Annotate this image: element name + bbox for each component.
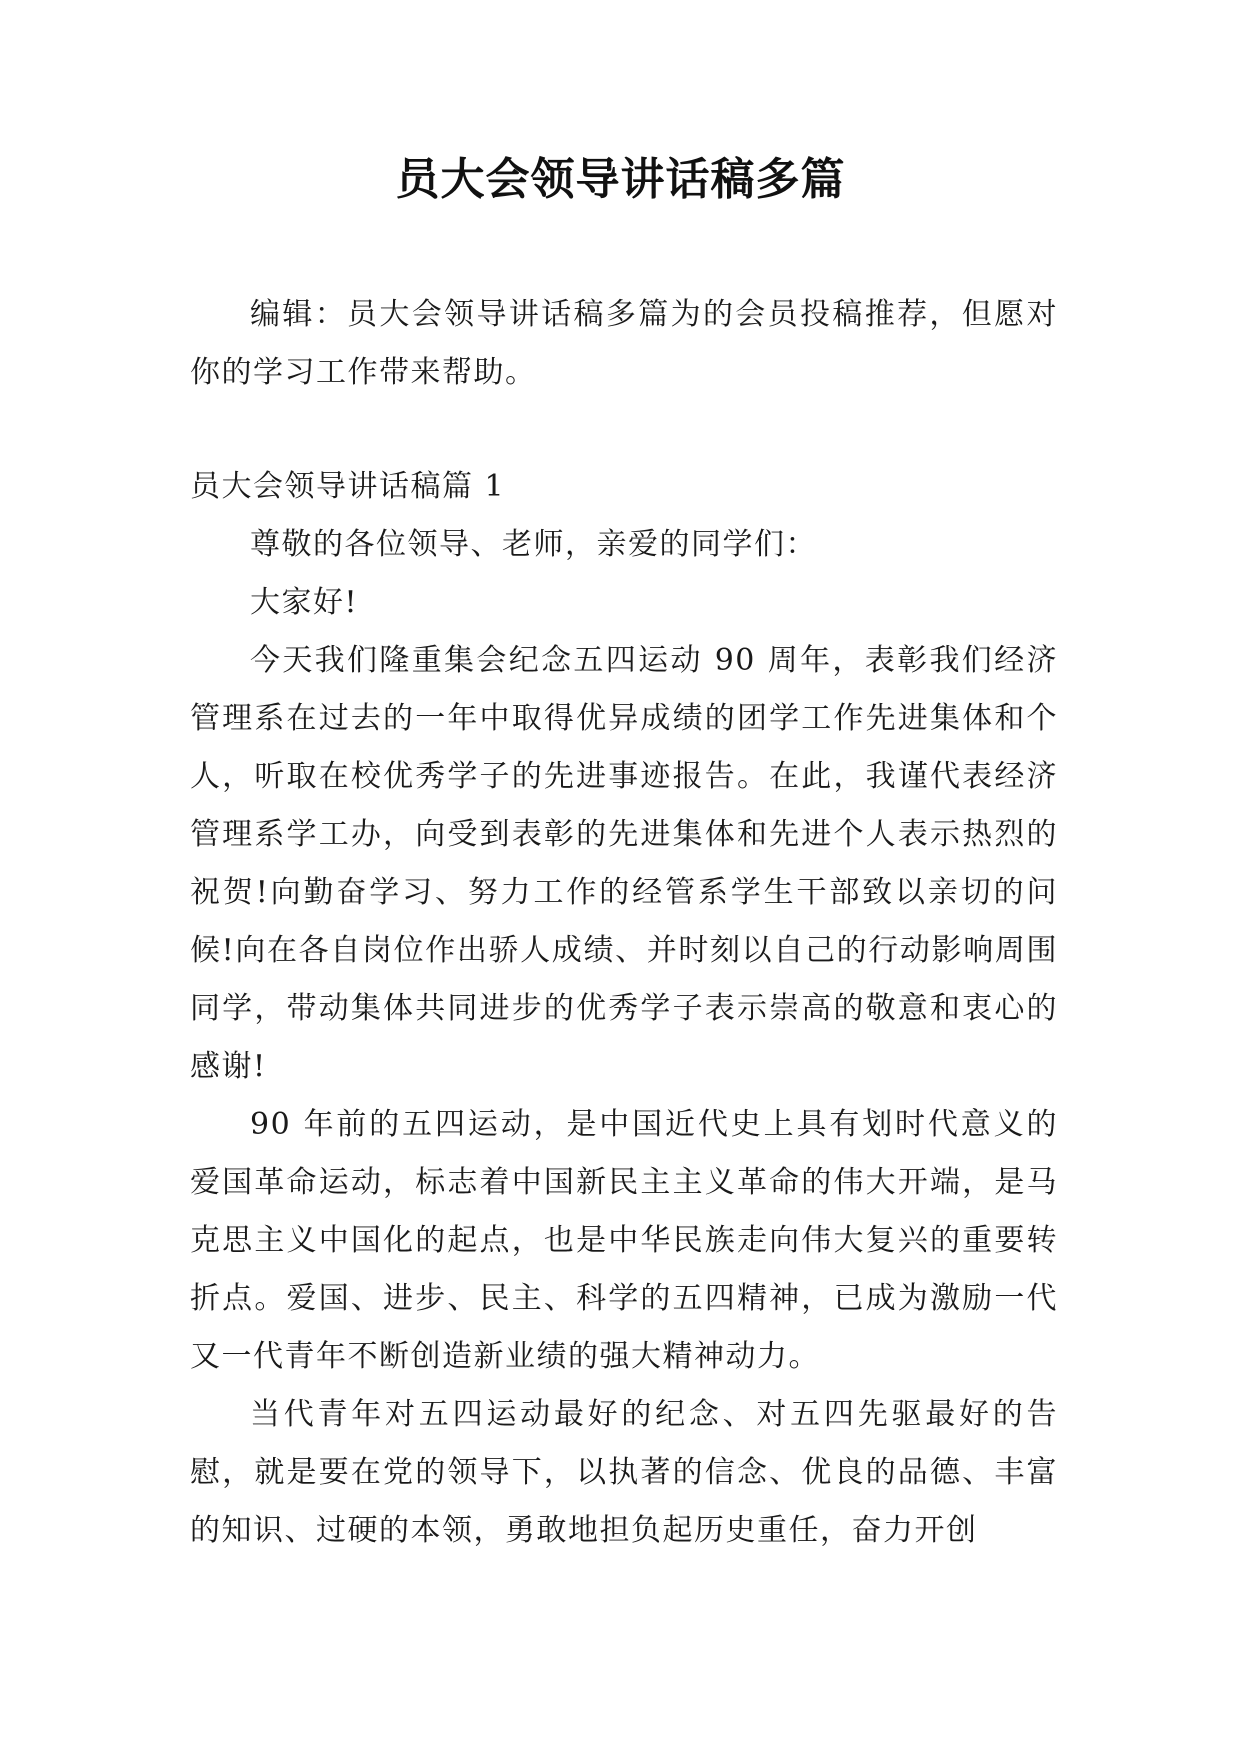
paragraph-body-2: 90 年前的五四运动，是中国近代史上具有划时代意义的爱国革命运动，标志着中国新民主主义革命的伟大开端，是马克思主义中国化的起点，也是中华民族走向伟大复兴的重要转折点。爱国、进步、民主、科学的五四精神，已成为激励一代又一代青年不断创造新业绩的强大精神动力。 bbox=[190, 1107, 1058, 1374]
paragraph-greeting: 大家好! bbox=[250, 585, 359, 620]
document-body bbox=[190, 286, 1058, 1560]
paragraph-body-3: 当代青年对五四运动最好的纪念、对五四先驱最好的告慰，就是要在党的领导下，以执著的信念、优良的品德、丰富的知识、过硬的本领，勇敢地担负起历史重任，奋力开创 bbox=[190, 1397, 1058, 1548]
editor-note: 编辑：员大会领导讲话稿多篇为的会员投稿推荐，但愿对你的学习工作带来帮助。 bbox=[190, 297, 1058, 390]
document-title: 员大会领导讲话稿多篇 bbox=[395, 154, 846, 205]
paragraph-body-1: 今天我们隆重集会纪念五四运动 90 周年，表彰我们经济管理系在过去的一年中取得优异成绩的团学工作先进集体和个人，听取在校优秀学子的先进事迹报告。在此，我谨代表经济管理系学工办，向受到表彰的先进集体和先进个人表示热烈的祝贺!向勤奋学习、努力工作的经管系学生干部致以亲切的问候!向在各自岗位作出骄人成绩、并时刻以自己的行动影响周围同学，带动集体共同进步的优秀学子表示崇高的敬意和衷心的感谢! bbox=[190, 643, 1058, 1084]
paragraph-salutation: 尊敬的各位领导、老师，亲爱的同学们： bbox=[250, 527, 817, 562]
section-heading: 员大会领导讲话稿篇 1 bbox=[190, 469, 506, 504]
